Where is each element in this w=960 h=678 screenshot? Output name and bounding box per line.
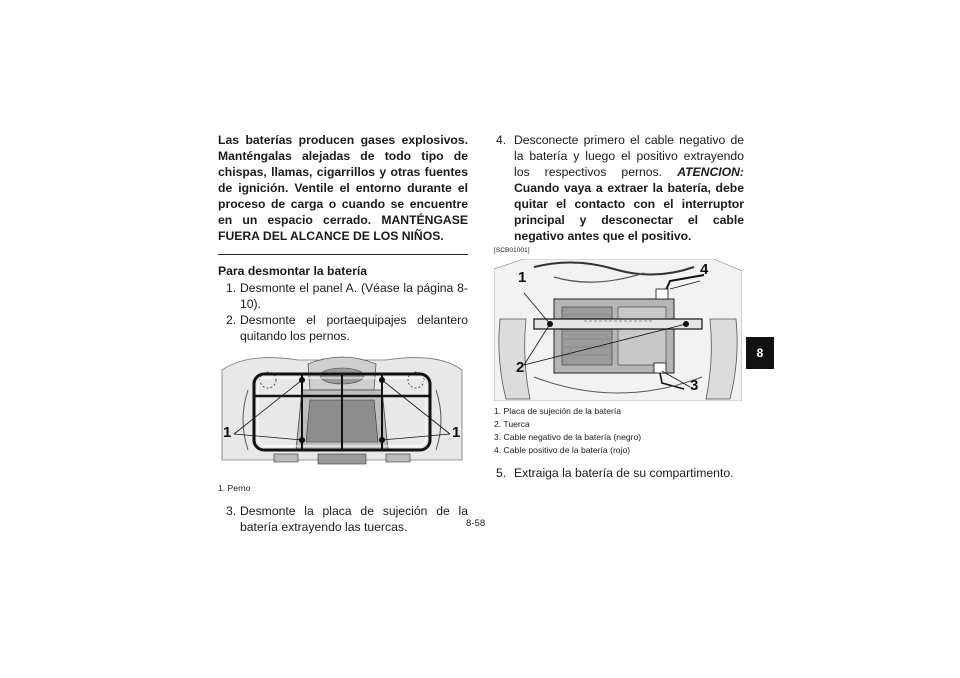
caption-item: 4. Cable positivo de la batería (rojo) (494, 445, 631, 455)
step-4-number: 4. (496, 133, 507, 147)
left-column (218, 132, 468, 535)
step-2-number: 2. (226, 313, 237, 327)
step-1 (218, 280, 468, 312)
battery-compartment-illustration (494, 259, 742, 401)
callout-nut: 2 (516, 359, 525, 376)
caption-item: 3. Cable negativo de la batería (negro) (494, 432, 642, 442)
step-1-number: 1. (226, 281, 237, 295)
caption-item: 2. Tuerca (494, 419, 530, 429)
callout-bolt-left: 1 (223, 424, 232, 441)
front-carrier-illustration (218, 350, 466, 478)
step-4 (494, 132, 744, 244)
right-column (494, 132, 744, 481)
step-5-number: 5. (496, 466, 507, 480)
caption-item: 1. Perno (218, 483, 251, 493)
section-tab: 8 (746, 337, 774, 369)
step-3-number: 3. (226, 504, 237, 518)
step-1-text: Desmonte el panel A. (Véase la página 8-10). (240, 281, 468, 311)
caption-item: 1. Placa de sujeción de la batería (494, 406, 622, 416)
step-5 (494, 465, 744, 481)
figure1-caption (218, 482, 468, 495)
step-4-text: Desconecte primero el cable negativo de la batería y luego el positivo extrayendo los respectivos pernos. (514, 133, 744, 179)
step-2-text: Desmonte el portaequipajes delantero quitando los pernos. (240, 313, 468, 343)
reference-code: [SCB01001] (494, 247, 530, 254)
step-3-text: Desmonte la placa de sujeción de la batería extrayendo las tuercas. (240, 504, 468, 534)
callout-negative-cable: 3 (690, 377, 699, 394)
warning-text: Las baterías producen gases explosivos. Manténgalas alejadas de todo tipo de chispas, llamas, cigarrillos y otras fuentes de ignición. Ventile el entorno durante el proceso de carga o cuando se encuentre en un espacio cerrado. MANTÉNGASE FUERA DEL ALCANCE DE LOS NIÑOS. (218, 133, 468, 243)
step-5-text: Extraiga la batería de su compartimento. (514, 466, 734, 480)
callout-positive-cable: 4 (700, 261, 709, 278)
step-2 (218, 312, 468, 344)
step-4-caution-text: Cuando vaya a extraer la batería, debe quitar el contacto con el interruptor principal y desconectar el cable negativo antes que el positivo. (514, 181, 744, 243)
step-3 (218, 503, 468, 535)
page-number: 8-58 (466, 518, 486, 529)
figure2-caption (494, 405, 744, 457)
section-heading: Para desmontar la batería (218, 264, 368, 278)
figure-front-carrier (218, 350, 466, 478)
figure-battery-compartment (494, 259, 742, 401)
callout-retaining-plate: 1 (518, 269, 527, 286)
atencion-label: ATENCION: (677, 165, 744, 179)
divider-line (218, 254, 468, 255)
callout-bolt-right: 1 (452, 424, 461, 441)
